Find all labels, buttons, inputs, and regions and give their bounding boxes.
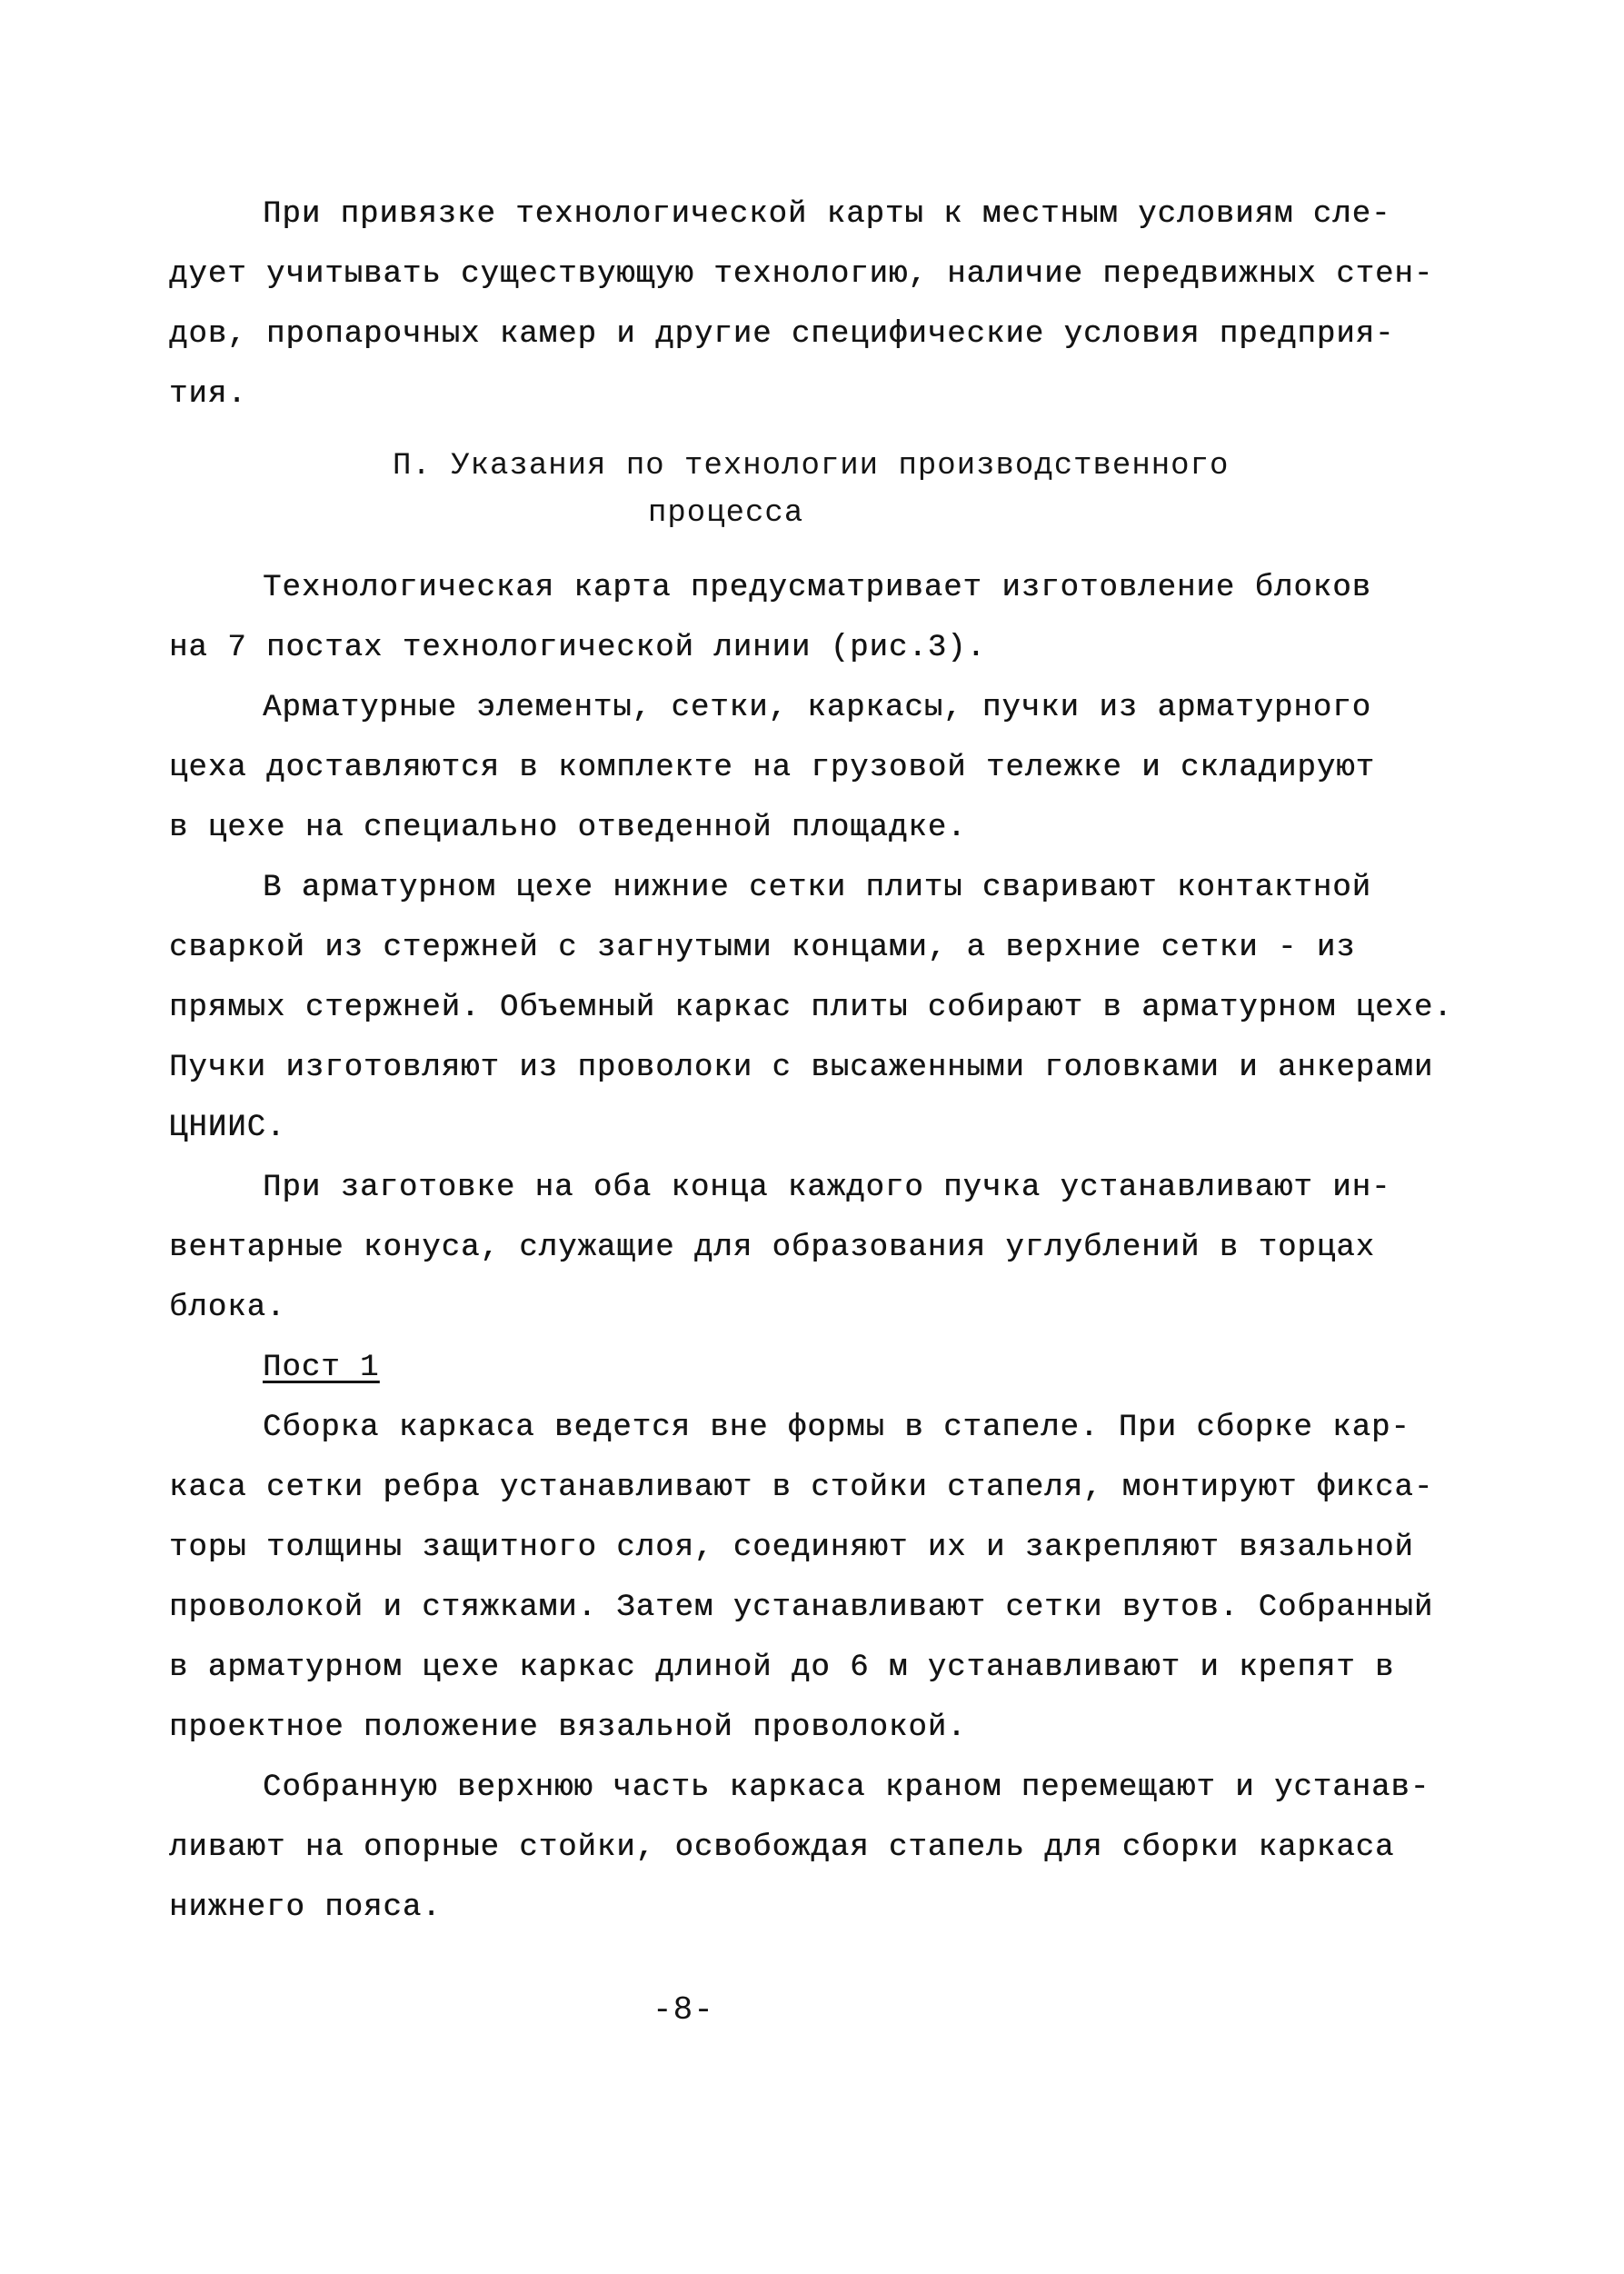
intro-line-3: дов, пропарочных камер и другие специфические условия предприя- — [169, 317, 1395, 352]
post-heading: Пост 1 — [263, 1351, 380, 1385]
p5-line-1: Сборка каркаса ведется вне формы в стапеле. При сборке кар- — [263, 1411, 1410, 1445]
section-heading-line-2: процесса — [648, 496, 804, 531]
p2-line-1: Арматурные элементы, сетки, каркасы, пучки из арматурного — [263, 691, 1371, 725]
p6-line-1: Собранную верхнюю часть каркаса краном перемещают и устанав- — [263, 1770, 1430, 1805]
p5-line-4: проволокой и стяжками. Затем устанавливают сетки вутов. Собранный — [169, 1591, 1434, 1625]
intro-line-4: тия. — [169, 377, 247, 412]
p5-line-3: торы толщины защитного слоя, соединяют их и закрепляют вязальной — [169, 1531, 1414, 1565]
p6-line-2: ливают на опорные стойки, освобождая стапель для сборки каркаса — [169, 1830, 1395, 1865]
p2-line-2: цеха доставляются в комплекте на грузовой тележке и складируют — [169, 751, 1376, 785]
p2-line-3: в цехе на специально отведенной площадке. — [169, 811, 967, 845]
p3-line-5: ЦНИИС. — [169, 1111, 286, 1145]
p3-line-2: сваркой из стержней с загнутыми концами, а верхние сетки - из — [169, 931, 1356, 965]
p3-line-1: В арматурном цехе нижние сетки плиты сваривают контактной — [263, 871, 1371, 905]
intro-line-1: При привязке технологической карты к местным условиям сле- — [263, 197, 1391, 232]
p4-line-1: При заготовке на оба конца каждого пучка устанавливают ин- — [263, 1171, 1391, 1205]
page-number: -8- — [653, 1991, 714, 2029]
section-heading-line-1: П. Указания по технологии производственного — [393, 449, 1230, 484]
p1-line-1: Технологическая карта предусматривает изготовление блоков — [263, 571, 1371, 605]
p6-line-3: нижнего пояса. — [169, 1890, 442, 1925]
p1-line-2: на 7 постах технологической линии (рис.3). — [169, 631, 986, 665]
p5-line-2: каса сетки ребра устанавливают в стойки стапеля, монтируют фикса- — [169, 1471, 1434, 1505]
p4-line-3: блока. — [169, 1291, 286, 1325]
p5-line-5: в арматурном цехе каркас длиной до 6 м устанавливают и крепят в — [169, 1651, 1395, 1685]
p4-line-2: вентарные конуса, служащие для образования углублений в торцах — [169, 1231, 1376, 1265]
p5-line-6: проектное положение вязальной проволокой. — [169, 1710, 967, 1745]
intro-line-2: дует учитывать существующую технологию, наличие передвижных стен- — [169, 257, 1434, 292]
p3-line-3: прямых стержней. Объемный каркас плиты собирают в арматурном цехе. — [169, 991, 1453, 1025]
p3-line-4: Пучки изготовляют из проволоки с высаженными головками и анкерами — [169, 1051, 1434, 1085]
